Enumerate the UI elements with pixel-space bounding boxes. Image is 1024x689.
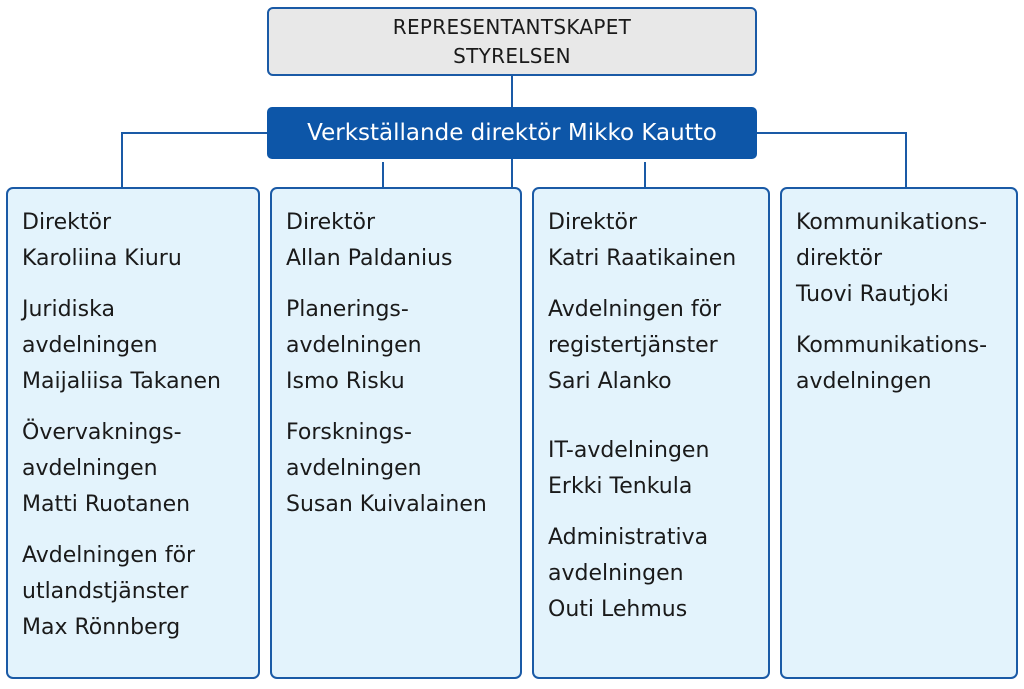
unit-block (548, 292, 768, 400)
unit-block (796, 328, 1016, 400)
head-name: Allan Paldanius (286, 246, 453, 271)
unit-head-name: Max Rönnberg (22, 615, 181, 640)
head-title: direktör (796, 246, 883, 271)
head-name: Tuovi Rautjoki (796, 282, 949, 307)
board-title: REPRESENTANTSKAPET (392, 14, 632, 39)
unit-line: Övervaknings- (22, 420, 182, 445)
department-column-1 (6, 187, 260, 679)
unit-line: utlandstjänster (22, 579, 189, 604)
unit-line: avdelningen (548, 561, 684, 586)
right-branch-line (757, 133, 906, 187)
unit-line: Planerings- (286, 297, 409, 322)
unit-line: Administrativa (548, 525, 709, 550)
ceo-label: Verkställande direktör Mikko Kautto (307, 120, 717, 146)
unit-line: avdelningen (796, 369, 932, 394)
unit-block (548, 433, 768, 505)
unit-line: Avdelningen för (22, 543, 196, 568)
head-title: Direktör (22, 210, 112, 235)
unit-head-name: Ismo Risku (286, 369, 405, 394)
column-head (22, 205, 258, 277)
unit-head-name: Outi Lehmus (548, 597, 688, 622)
unit-line: avdelningen (286, 333, 422, 358)
head-title: Direktör (548, 210, 638, 235)
unit-block (22, 292, 258, 400)
department-column-4 (780, 187, 1018, 679)
unit-line: avdelningen (286, 456, 422, 481)
head-title: Kommunikations- (796, 210, 988, 235)
board-box (267, 7, 757, 76)
unit-line: Juridiska (22, 297, 115, 322)
unit-block (286, 292, 520, 400)
department-column-2 (270, 187, 522, 679)
head-name: Katri Raatikainen (548, 246, 737, 271)
unit-block (22, 538, 258, 646)
unit-line: Forsknings- (286, 420, 412, 445)
unit-block (548, 520, 768, 628)
head-name: Karoliina Kiuru (22, 246, 182, 271)
unit-head-name: Maijaliisa Takanen (22, 369, 221, 394)
unit-line: avdelningen (22, 333, 158, 358)
unit-head-name: Erkki Tenkula (548, 474, 693, 499)
column-head (796, 205, 1016, 313)
head-title: Direktör (286, 210, 376, 235)
column-head (548, 205, 768, 277)
unit-line: IT-avdelningen (548, 438, 710, 463)
unit-block (22, 415, 258, 523)
department-column-3 (532, 187, 770, 679)
unit-line: registertjänster (548, 333, 718, 358)
unit-line: Avdelningen för (548, 297, 722, 322)
unit-head-name: Sari Alanko (548, 369, 672, 394)
unit-head-name: Susan Kuivalainen (286, 492, 487, 517)
unit-line: avdelningen (22, 456, 158, 481)
unit-block (286, 415, 520, 523)
unit-line: Kommunikations- (796, 333, 988, 358)
ceo-box (267, 107, 757, 159)
unit-head-name: Matti Ruotanen (22, 492, 191, 517)
column-head (286, 205, 520, 277)
left-branch-line (122, 133, 267, 187)
board-subtitle: STYRELSEN (453, 43, 571, 68)
